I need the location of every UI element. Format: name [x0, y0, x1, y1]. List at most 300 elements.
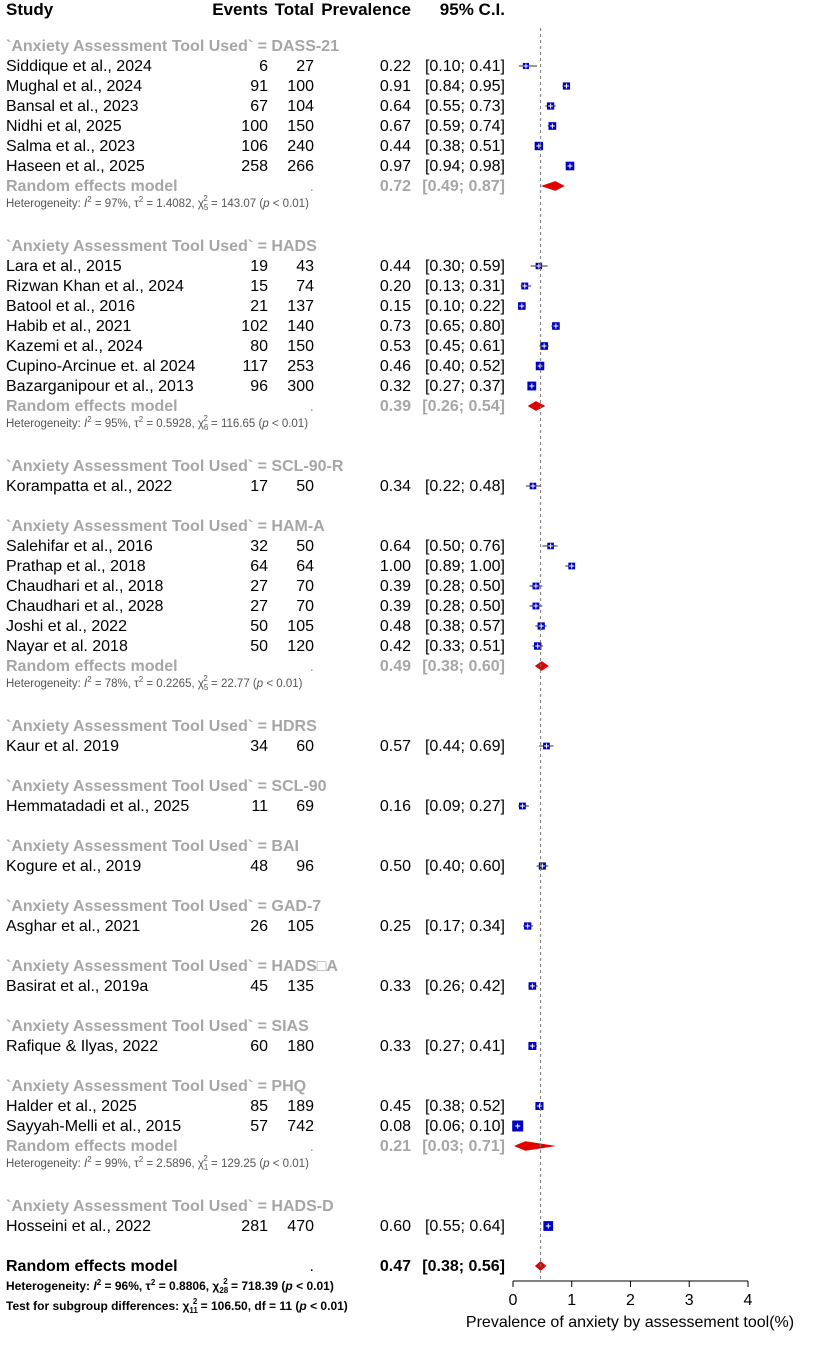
het-label: Heterogeneity:	[6, 198, 84, 210]
het-paren: (	[249, 678, 257, 690]
het-chi: 129.25	[220, 1158, 257, 1170]
x-tick-label: 4	[743, 1292, 753, 1309]
study-prevalence: 0.91	[379, 78, 411, 95]
het-tau-symbol: , τ	[138, 1279, 151, 1293]
het-p: < 0.01	[272, 1158, 306, 1170]
study-name: Hosseini et al., 2022	[6, 1218, 151, 1235]
study-prevalence: 1.00	[379, 558, 411, 575]
study-total: 50	[296, 478, 314, 495]
study-name: Mughal et al., 2024	[6, 78, 143, 95]
study-row	[6, 138, 543, 155]
pooled-label: Random effects model	[6, 658, 178, 675]
pooled-diamond	[528, 402, 544, 411]
overall-summary	[6, 1258, 546, 1315]
study-prevalence: 0.57	[379, 738, 411, 755]
study-events: 6	[259, 58, 268, 75]
study-prevalence: 0.34	[379, 478, 411, 495]
het-superscript: 2	[138, 1155, 144, 1164]
pooled-row	[6, 398, 545, 432]
study-events: 67	[250, 98, 268, 115]
study-row	[6, 358, 544, 375]
header-total: Total	[274, 0, 314, 19]
study-prevalence: 0.22	[379, 58, 411, 75]
study-prevalence: 0.50	[379, 858, 411, 875]
study-events: 26	[250, 918, 268, 935]
subgroup-test-superscript: 2	[192, 1297, 198, 1306]
study-events: 50	[250, 638, 268, 655]
het-chi-df: 6	[203, 423, 209, 432]
x-tick-label: 1	[567, 1292, 577, 1309]
header-events: Events	[212, 0, 268, 19]
het-superscript: 2	[138, 415, 144, 424]
study-ci: [0.09; 0.27]	[424, 798, 505, 815]
study-events: 11	[251, 798, 268, 815]
study-prevalence: 0.67	[379, 118, 411, 135]
study-total: 104	[287, 98, 314, 115]
het-chi-df: 28	[219, 1286, 229, 1295]
study-name: Asghar et al., 2021	[6, 918, 141, 935]
study-row	[6, 978, 538, 995]
study-total: 140	[287, 318, 314, 335]
subgroup-test-text	[6, 1297, 348, 1315]
study-total: 74	[296, 278, 314, 295]
study-row	[6, 1038, 537, 1055]
study-total: 180	[287, 1038, 314, 1055]
study-name: Haseen et al., 2025	[6, 158, 145, 175]
het-i-symbol: I	[84, 1158, 88, 1170]
pooled-dot: .	[309, 1138, 314, 1155]
subgroup-2	[6, 238, 560, 432]
study-prevalence: 0.48	[379, 618, 411, 635]
study-total: 27	[296, 58, 314, 75]
study-ci: [0.27; 0.37]	[424, 378, 505, 395]
study-ci: [0.38; 0.57]	[424, 618, 505, 635]
study-total: 100	[287, 78, 314, 95]
study-total: 43	[296, 258, 314, 275]
header-study: Study	[6, 0, 54, 19]
study-row	[6, 1098, 544, 1115]
study-name: Nayar et al. 2018	[6, 638, 128, 655]
pooled-label: Random effects model	[6, 398, 178, 415]
study-ci: [0.06; 0.10]	[424, 1118, 505, 1135]
pooled-prevalence: 0.49	[379, 658, 411, 675]
pooled-prevalence: 0.39	[379, 398, 411, 415]
het-label: Heterogeneity:	[6, 1279, 94, 1293]
subgroup-12	[6, 1198, 553, 1235]
study-prevalence: 0.33	[379, 1038, 411, 1055]
study-events: 96	[250, 378, 268, 395]
subgroup-test-chi-symbol: χ	[182, 1299, 190, 1313]
study-prevalence: 0.64	[379, 98, 411, 115]
het-superscript: 2	[138, 195, 144, 204]
pooled-row	[6, 178, 564, 212]
het-i2: 99%	[104, 1158, 128, 1170]
het-superscript: 2	[87, 1155, 92, 1164]
subgroup-5	[6, 718, 554, 755]
pooled-prevalence: 0.72	[379, 178, 411, 195]
study-ci: [0.27; 0.41]	[424, 1038, 505, 1055]
het-superscript: 2	[138, 675, 144, 684]
heterogeneity-text	[6, 674, 303, 692]
study-row	[6, 338, 549, 355]
study-total: 60	[296, 738, 314, 755]
study-ci: [0.65; 0.80]	[424, 318, 505, 335]
study-row	[6, 738, 554, 755]
het-eq: =	[143, 678, 157, 690]
pooled-diamond	[535, 662, 548, 671]
study-total: 135	[287, 978, 314, 995]
het-eq: =	[207, 198, 221, 210]
study-events: 50	[250, 618, 268, 635]
pooled-dot: .	[309, 658, 314, 675]
subgroup-header: `Anxiety Assessment Tool Used` = PHQ	[6, 1078, 307, 1095]
study-events: 64	[250, 558, 268, 575]
study-ci: [0.44; 0.69]	[424, 738, 505, 755]
het-paren: (	[256, 1158, 264, 1170]
study-total: 150	[287, 338, 314, 355]
subgroup-header: `Anxiety Assessment Tool Used` = HADS	[6, 238, 317, 255]
study-ci: [0.17; 0.34]	[424, 918, 505, 935]
study-total: 240	[287, 138, 314, 155]
study-name: Kaur et al. 2019	[6, 738, 119, 755]
study-total: 189	[287, 1098, 314, 1115]
het-paren: )	[298, 678, 303, 690]
subgroup-test-paren: (	[292, 1299, 300, 1313]
het-p-symbol: p	[256, 678, 264, 690]
het-i-symbol: I	[84, 678, 88, 690]
study-prevalence: 0.45	[379, 1098, 411, 1115]
subgroup-1	[6, 38, 574, 212]
study-events: 60	[250, 1038, 268, 1055]
het-eq: =	[91, 678, 105, 690]
het-paren: )	[305, 198, 309, 210]
het-chi: 718.39	[241, 1279, 279, 1293]
het-paren: )	[304, 418, 309, 430]
study-events: 258	[241, 158, 268, 175]
het-tau-symbol: , τ	[127, 418, 139, 430]
study-row	[6, 98, 556, 115]
study-row	[6, 258, 548, 275]
study-row	[6, 638, 543, 655]
het-i-symbol: I	[84, 418, 88, 430]
het-superscript: 2	[96, 1278, 102, 1287]
het-i2: 95%	[104, 418, 128, 430]
het-i2: 78%	[104, 678, 128, 690]
study-events: 281	[241, 1218, 268, 1235]
study-prevalence: 0.15	[379, 298, 411, 315]
het-eq: =	[143, 198, 157, 210]
forest-rows	[6, 38, 575, 1315]
study-total: 266	[287, 158, 314, 175]
het-paren: (	[256, 198, 264, 210]
study-ci: [0.38; 0.51]	[424, 138, 505, 155]
study-ci: [0.40; 0.60]	[424, 858, 505, 875]
study-name: Rizwan Khan et al., 2024	[6, 278, 184, 295]
heterogeneity-text	[6, 194, 309, 212]
study-name: Bazarganipour et al., 2013	[6, 378, 194, 395]
het-p: < 0.01	[272, 198, 306, 210]
study-total: 470	[287, 1218, 314, 1235]
het-chi: 116.65	[220, 418, 256, 430]
study-ci: [0.50; 0.76]	[424, 538, 505, 555]
header-ci: 95% C.I.	[439, 0, 505, 19]
subgroup-header: `Anxiety Assessment Tool Used` = HADS-D	[6, 1198, 334, 1215]
heterogeneity-text	[6, 1277, 334, 1295]
study-prevalence: 0.42	[379, 638, 411, 655]
study-name: Batool et al., 2016	[6, 298, 135, 315]
study-row	[6, 918, 533, 935]
study-row	[6, 118, 556, 135]
subgroup-header: `Anxiety Assessment Tool Used` = DASS-21	[6, 38, 339, 55]
study-events: 85	[250, 1098, 268, 1115]
study-name: Joshi et al., 2022	[6, 618, 127, 635]
pooled-ci: [0.38; 0.60]	[422, 658, 505, 675]
subgroup-header: `Anxiety Assessment Tool Used` = SCL-90	[6, 778, 327, 795]
study-total: 105	[287, 918, 314, 935]
het-tau2: 0.5928	[156, 418, 192, 430]
study-ci: [0.40; 0.52]	[424, 358, 505, 375]
study-prevalence: 0.32	[379, 378, 411, 395]
study-name: Lara et al., 2015	[6, 258, 122, 275]
het-label: Heterogeneity:	[6, 1158, 84, 1170]
pooled-diamond	[542, 182, 564, 191]
study-total: 96	[296, 858, 314, 875]
study-name: Prathap et al., 2018	[6, 558, 146, 575]
het-i2: 96%	[114, 1279, 139, 1293]
het-paren: (	[278, 1279, 286, 1293]
het-tau-symbol: , τ	[127, 198, 139, 210]
subgroup-8	[6, 898, 533, 935]
pooled-dot: .	[309, 398, 314, 415]
study-row	[6, 858, 548, 875]
heterogeneity-text	[6, 414, 308, 432]
het-eq: =	[91, 198, 105, 210]
subgroup-header: `Anxiety Assessment Tool Used` = HADS□A	[6, 958, 338, 975]
het-eq: =	[227, 1279, 242, 1293]
subgroup-test-label: Test for subgroup differences:	[6, 1299, 183, 1313]
study-row	[6, 478, 541, 495]
study-row	[6, 78, 570, 95]
het-chi: 22.77	[220, 678, 250, 690]
het-superscript: 2	[223, 1277, 228, 1286]
study-name: Salma et al., 2023	[6, 138, 135, 155]
x-tick-label: 3	[684, 1292, 694, 1309]
study-ci: [0.26; 0.42]	[424, 978, 505, 995]
study-ci: [0.10; 0.41]	[424, 58, 505, 75]
overall-ci: [0.38; 0.56]	[422, 1258, 505, 1275]
het-chi-symbol: , χ	[191, 1158, 204, 1170]
study-name: Rafique & Ilyas, 2022	[6, 1038, 159, 1055]
study-total: 70	[296, 598, 314, 615]
het-p-symbol: p	[263, 1158, 270, 1170]
pooled-prevalence: 0.21	[379, 1138, 411, 1155]
subgroup-6	[6, 778, 529, 815]
study-row	[6, 318, 560, 335]
het-p-symbol: p	[263, 198, 270, 210]
study-events: 100	[241, 118, 268, 135]
het-eq: =	[207, 678, 221, 690]
study-total: 137	[287, 298, 314, 315]
het-tau2: 1.4082	[156, 198, 192, 210]
study-ci: [0.10; 0.22]	[424, 298, 505, 315]
het-p: < 0.01	[271, 418, 305, 430]
overall-prevalence: 0.47	[379, 1258, 411, 1275]
het-paren: )	[305, 1158, 309, 1170]
het-p: < 0.01	[266, 678, 299, 690]
het-tau2: 2.5896	[156, 1158, 192, 1170]
study-row	[6, 558, 575, 575]
study-name: Hemmatadadi et al., 2025	[6, 798, 190, 815]
column-headers	[6, 0, 505, 19]
het-superscript: 2	[203, 1154, 208, 1163]
study-row	[6, 378, 536, 395]
study-name: Cupino-Arcinue et. al 2024	[6, 358, 196, 375]
het-eq: =	[143, 1158, 157, 1170]
subgroup-test-df-sub: 11	[189, 1306, 198, 1315]
study-ci: [0.55; 0.64]	[424, 1218, 505, 1235]
overall-label: Random effects model	[6, 1258, 178, 1275]
subgroup-test-df: , df = 11	[247, 1299, 293, 1313]
het-eq: =	[91, 418, 105, 430]
het-chi-df: 1	[203, 1163, 209, 1172]
subgroup-9	[6, 958, 538, 995]
het-p-symbol: p	[285, 1279, 293, 1293]
study-row	[6, 1218, 553, 1235]
study-row	[6, 618, 546, 635]
study-events: 106	[241, 138, 268, 155]
study-prevalence: 0.60	[379, 1218, 411, 1235]
study-prevalence: 0.73	[379, 318, 411, 335]
pooled-ci: [0.49; 0.87]	[422, 178, 505, 195]
study-prevalence: 0.39	[379, 578, 411, 595]
study-name: Chaudhari et al., 2018	[6, 578, 164, 595]
het-superscript: 2	[203, 194, 208, 203]
pooled-ci: [0.26; 0.54]	[422, 398, 505, 415]
study-name: Basirat et al., 2019a	[6, 978, 149, 995]
header-prevalence: Prevalence	[321, 0, 411, 19]
study-name: Salehifar et al., 2016	[6, 538, 153, 555]
study-events: 57	[250, 1118, 268, 1135]
subgroup-header: `Anxiety Assessment Tool Used` = HAM-A	[6, 518, 325, 535]
study-ci: [0.84; 0.95]	[424, 78, 505, 95]
study-events: 48	[250, 858, 268, 875]
het-chi-symbol: , χ	[191, 198, 204, 210]
study-total: 742	[287, 1118, 314, 1135]
het-chi-df: 5	[203, 683, 209, 692]
study-prevalence: 0.46	[379, 358, 411, 375]
study-events: 117	[242, 358, 268, 375]
het-p: < 0.01	[296, 1279, 330, 1293]
het-eq: =	[91, 1158, 105, 1170]
het-superscript: 2	[150, 1278, 156, 1287]
het-chi-symbol: , χ	[205, 1279, 220, 1293]
study-total: 120	[287, 638, 314, 655]
subgroup-test-p-symbol: p	[299, 1299, 307, 1313]
study-ci: [0.30; 0.59]	[424, 258, 505, 275]
study-events: 80	[250, 338, 268, 355]
subgroup-7	[6, 838, 548, 875]
study-row	[6, 278, 531, 295]
study-prevalence: 0.33	[379, 978, 411, 995]
study-row	[6, 1118, 523, 1135]
het-label: Heterogeneity:	[6, 678, 84, 690]
pooled-dot: .	[309, 178, 314, 195]
study-events: 91	[250, 78, 268, 95]
study-name: Siddique et al., 2024	[6, 58, 152, 75]
study-ci: [0.59; 0.74]	[424, 118, 505, 135]
study-total: 300	[287, 378, 314, 395]
study-ci: [0.55; 0.73]	[424, 98, 505, 115]
study-ci: [0.94; 0.98]	[424, 158, 505, 175]
study-total: 69	[296, 798, 314, 815]
study-name: Bansal et al., 2023	[6, 98, 139, 115]
heterogeneity-text	[6, 1154, 309, 1172]
het-superscript: 2	[203, 414, 208, 423]
study-events: 27	[250, 578, 268, 595]
subgroup-header: `Anxiety Assessment Tool Used` = SIAS	[6, 1018, 309, 1035]
pooled-label: Random effects model	[6, 1138, 178, 1155]
pooled-label: Random effects model	[6, 178, 178, 195]
study-total: 150	[287, 118, 314, 135]
het-superscript: 2	[203, 674, 208, 683]
het-superscript: 2	[87, 675, 92, 684]
study-events: 32	[250, 538, 268, 555]
pooled-row	[6, 1138, 555, 1172]
study-events: 17	[250, 478, 268, 495]
study-events: 34	[250, 738, 268, 755]
het-eq: =	[207, 418, 221, 430]
study-ci: [0.22; 0.48]	[424, 478, 505, 495]
subgroup-11	[6, 1078, 555, 1172]
het-chi-df: 5	[203, 203, 209, 212]
study-events: 27	[250, 598, 268, 615]
subgroup-10	[6, 1018, 537, 1055]
study-ci: [0.28; 0.50]	[424, 578, 505, 595]
het-paren: (	[255, 418, 263, 430]
subgroup-test-paren: )	[343, 1299, 348, 1313]
study-row	[6, 598, 542, 615]
study-ci: [0.13; 0.31]	[424, 278, 505, 295]
study-name: Kazemi et al., 2024	[6, 338, 143, 355]
study-events: 21	[250, 298, 268, 315]
study-name: Nidhi et al, 2025	[6, 118, 122, 135]
study-row	[6, 58, 537, 75]
pooled-ci: [0.03; 0.71]	[422, 1138, 505, 1155]
het-tau2: 0.8806	[169, 1279, 206, 1293]
het-i2: 97%	[104, 198, 128, 210]
study-total: 105	[287, 618, 314, 635]
study-ci: [0.38; 0.52]	[424, 1098, 505, 1115]
study-row	[6, 578, 542, 595]
het-i-symbol: I	[93, 1279, 97, 1293]
study-ci: [0.28; 0.50]	[424, 598, 505, 615]
het-label: Heterogeneity:	[6, 418, 84, 430]
subgroup-4	[6, 518, 575, 692]
het-superscript: 2	[87, 415, 92, 424]
subgroup-header: `Anxiety Assessment Tool Used` = SCL-90-R	[6, 458, 344, 475]
subgroup-test-p: < 0.01	[310, 1299, 344, 1313]
x-axis-label: Prevalence of anxiety by assessement tool(%)	[465, 1314, 795, 1331]
study-ci: [0.45; 0.61]	[424, 338, 505, 355]
study-prevalence: 0.16	[379, 798, 411, 815]
het-eq: =	[207, 1158, 221, 1170]
study-ci: [0.89; 1.00]	[424, 558, 505, 575]
study-prevalence: 0.44	[379, 138, 411, 155]
study-prevalence: 0.25	[379, 918, 411, 935]
study-row	[6, 298, 526, 315]
study-events: 15	[250, 278, 268, 295]
x-tick-label: 2	[626, 1292, 635, 1309]
